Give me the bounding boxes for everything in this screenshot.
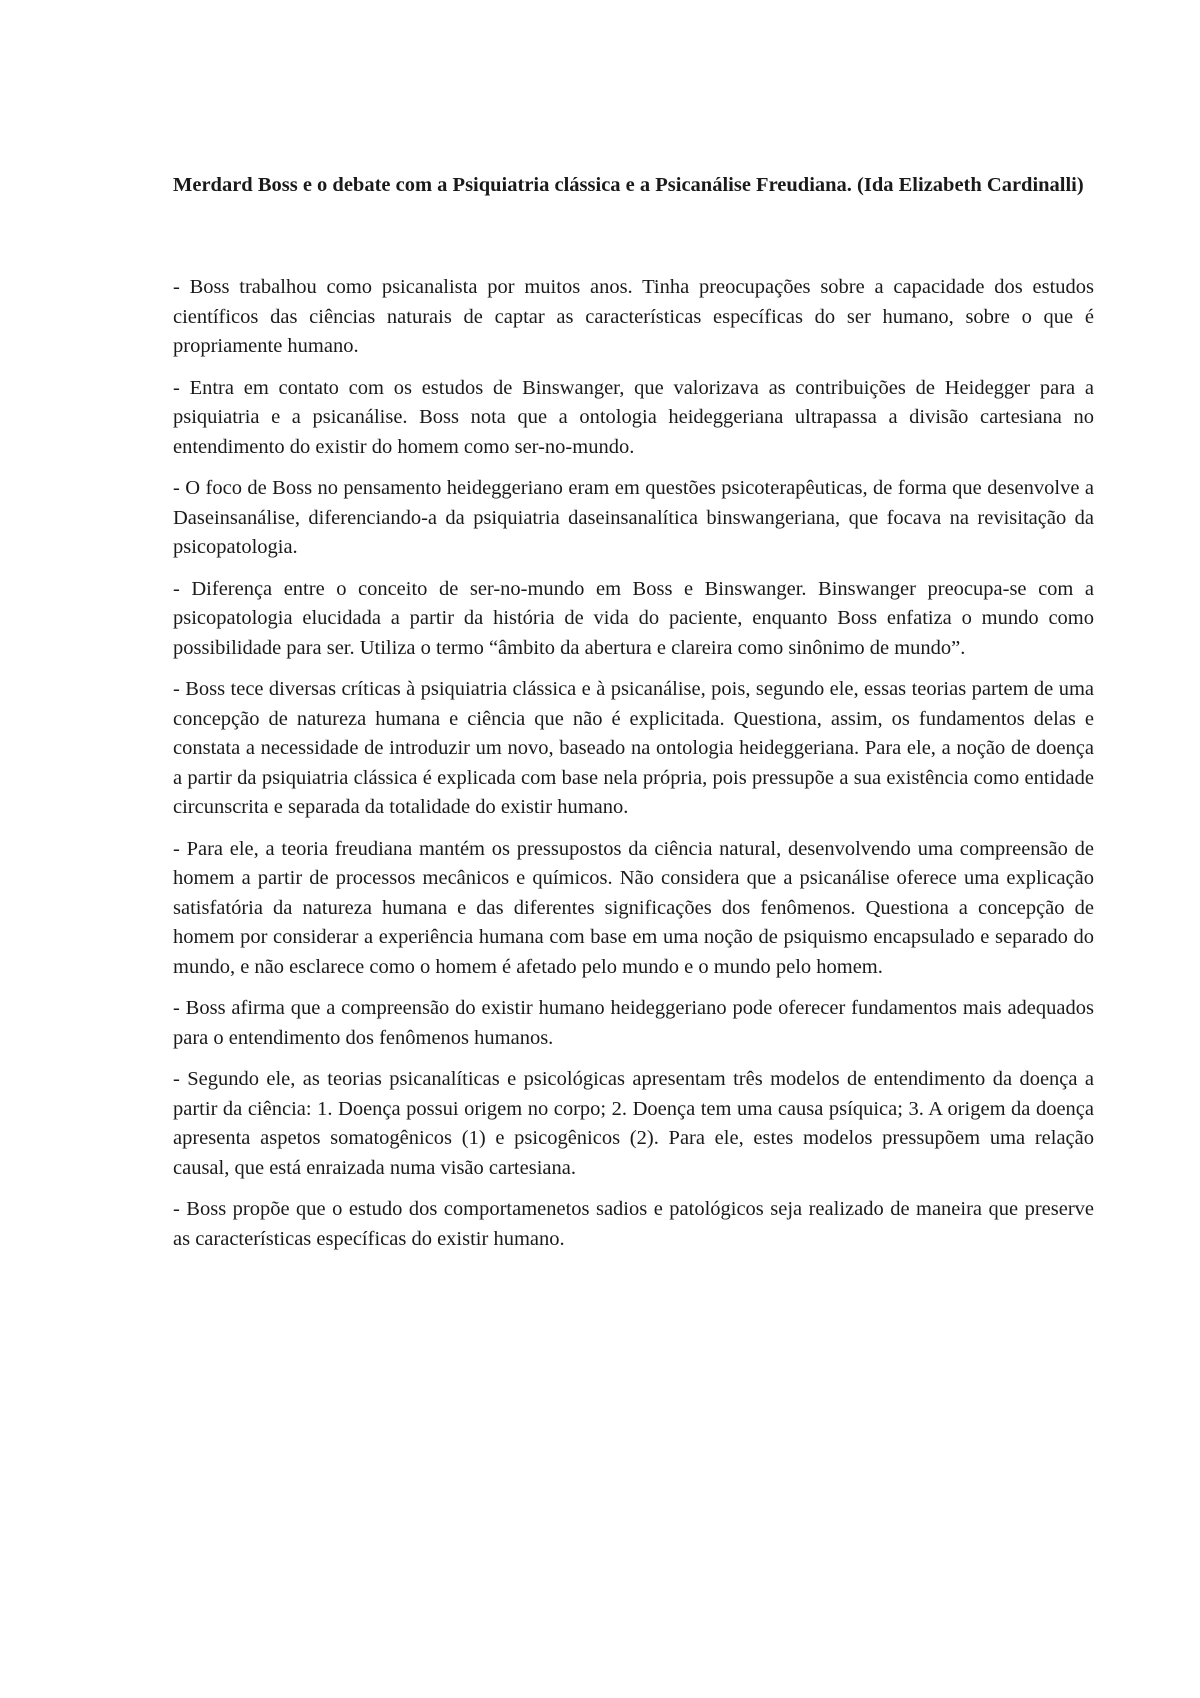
paragraph: - Segundo ele, as teorias psicanalíticas e psicológicas apresentam três modelos de entendimento da doença a partir da ciência: 1. Doença possui origem no corpo; 2. Doença tem uma causa psíquica; 3. A origem da doença apresenta aspetos somatogênicos (1) e psicogênicos (2). Para ele, estes modelos pressupõem uma relação causal, que está enraizada numa visão cartesiana. <box>173 1068 1094 1179</box>
paragraph: - Diferença entre o conceito de ser-no-mundo em Boss e Binswanger. Binswanger preocupa-se com a psicopatologia elucidada a partir da história de vida do paciente, enquanto Boss enfatiza o mundo como possibilidade para ser. Utiliza o termo “âmbito da abertura e clareira como sinônimo de mundo”. <box>173 577 1094 659</box>
paragraph: - Boss propõe que o estudo dos comportamenetos sadios e patológicos seja realizado de maneira que preserve as características específicas do existir humano. <box>173 1198 1094 1250</box>
paragraph: - O foco de Boss no pensamento heideggeriano eram em questões psicoterapêuticas, de forma que desenvolve a Daseinsanálise, diferenciando-a da psiquiatria daseinsanalítica binswangeriana, que focava na revisitação da psicopatologia. <box>173 477 1094 558</box>
paragraph: - Entra em contato com os estudos de Binswanger, que valorizava as contribuições de Heidegger para a psiquiatria e a psicanálise. Boss nota que a ontologia heideggeriana ultrapassa a divisão cartesiana no entendimento do existir do homem como ser-no-mundo. <box>173 376 1094 458</box>
paragraph: - Boss tece diversas críticas à psiquiatria clássica e à psicanálise, pois, segundo ele, essas teorias partem de uma concepção de natureza humana e ciência que não é explicitada. Questiona, assim, os fundamentos delas e constata a necessidade de introduzir um novo, baseado na ontologia heideggeriana. Para ele, a noção de doença a partir da psiquiatria clássica é explicada com base nela própria, pois pressupõe a sua existência como entidade circunscrita e separada da totalidade do existir humano. <box>173 678 1094 818</box>
document-body <box>173 170 1094 1266</box>
document-title: Merdard Boss e o debate com a Psiquiatria clássica e a Psicanálise Freudiana. (Ida Elizabeth Cardinalli) <box>173 174 1084 196</box>
paragraph-list <box>173 273 1094 1254</box>
paragraph: - Para ele, a teoria freudiana mantém os pressupostos da ciência natural, desenvolvendo uma compreensão de homem a partir de processos mecânicos e químicos. Não considera que a psicanálise oferece uma explicação satisfatória da natureza humana e das diferentes significações dos fenômenos. Questiona a concepção de homem por considerar a experiência humana com base em uma noção de psiquismo encapsulado e separado do mundo, e não esclarece como o homem é afetado pelo mundo e o mundo pelo homem. <box>173 837 1094 978</box>
paragraph: - Boss afirma que a compreensão do existir humano heideggeriano pode oferecer fundamentos mais adequados para o entendimento dos fenômenos humanos. <box>173 997 1094 1049</box>
paragraph: - Boss trabalhou como psicanalista por muitos anos. Tinha preocupações sobre a capacidade dos estudos científicos das ciências naturais de captar as características específicas do ser humano, sobre o que é propriamente humano. <box>173 276 1094 357</box>
